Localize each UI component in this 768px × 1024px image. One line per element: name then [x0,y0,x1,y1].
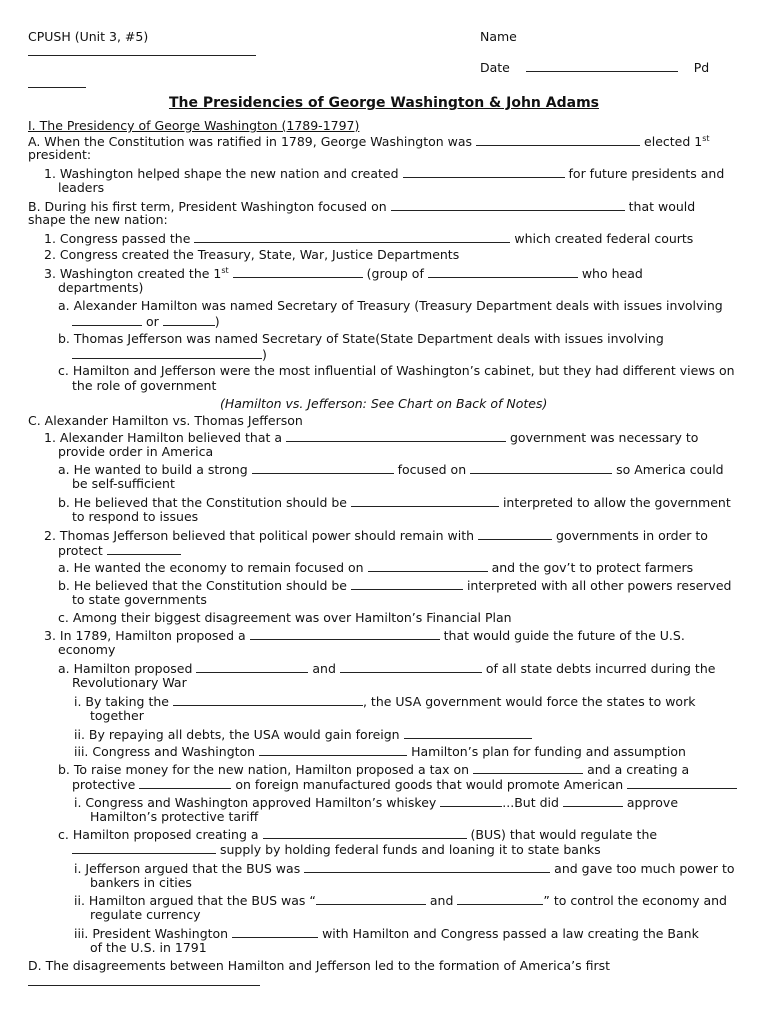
period-label: Pd [693,60,710,75]
item-b3b: b. Thomas Jefferson was named Secretary of State(State Department deals with issues involving [58,331,664,346]
item-c1b: b. He believed that the Constitution should be interpreted to allow the government [58,495,731,510]
item-c1a: a. He wanted to build a strong focused on so America could [58,462,724,477]
item-c3c-i: i. Jefferson argued that the BUS was and gave too much power to [74,861,735,876]
item-c2: 2. Thomas Jefferson believed that political power should remain with governments in order to [44,528,708,543]
course-label: CPUSH (Unit 3, #5) [28,29,149,44]
name-label: Name [480,29,517,44]
item-c3: 3. In 1789, Hamilton proposed a that would guide the future of the U.S. [44,628,685,643]
item-c2-cont: protect [58,543,181,558]
item-b-cont: shape the new nation: [28,212,168,227]
item-c3a-ii: ii. By repaying all debts, the USA would gain foreign [74,727,532,742]
item-c2c: c. Among their biggest disagreement was over Hamilton’s Financial Plan [58,610,512,625]
item-c3c-cont: supply by holding federal funds and loaning it to state banks [72,842,601,857]
item-c2b: b. He believed that the Constitution should be interpreted with all other powers reserved [58,578,732,593]
item-b1: 1. Congress passed the which created federal courts [44,231,694,246]
item-a1-cont: leaders [58,180,105,195]
date-blank[interactable] [526,60,678,72]
item-c3c-i-cont: bankers in cities [90,875,192,890]
item-c1b-cont: to respond to issues [72,509,199,524]
item-c3a-i: i. By taking the , the USA government would force the states to work [74,694,696,709]
item-c3b-cont: protective on foreign manufactured goods that would promote American [72,777,737,792]
item-b3c-cont: the role of government [72,378,217,393]
item-c3b-i-cont: Hamilton’s protective tariff [90,809,259,824]
item-b2: 2. Congress created the Treasury, State, War, Justice Departments [44,247,460,262]
item-a: A. When the Constitution was ratified in 1789, George Washington was elected 1st [28,133,710,149]
date-label: Date [480,60,510,75]
item-b: B. During his first term, President Washington focused on that would [28,199,696,214]
item-a-cont: president: [28,147,92,162]
period-blank[interactable] [28,76,86,91]
item-c3c: c. Hamilton proposed creating a (BUS) that would regulate the [58,827,658,842]
item-c3a-i-cont: together [90,708,144,723]
item-c1a-cont: be self-sufficient [72,476,175,491]
name-blank[interactable] [28,44,256,59]
item-c1: 1. Alexander Hamilton believed that a government was necessary to [44,430,699,445]
chart-note: (Hamilton vs. Jefferson: See Chart on Back of Notes) [220,396,548,411]
item-c3a: a. Hamilton proposed and of all state debts incurred during the [58,661,716,676]
item-b3c: c. Hamilton and Jefferson were the most influential of Washington’s cabinet, but they had different views on [58,363,735,378]
item-d: D. The disagreements between Hamilton and Jefferson led to the formation of America’s first [28,958,611,973]
item-c2a: a. He wanted the economy to remain focused on and the gov’t to protect farmers [58,560,694,575]
item-b3: 3. Washington created the 1st (group of who head [44,265,643,281]
item-c3-cont: economy [58,642,116,657]
item-c3c-ii: ii. Hamilton argued that the BUS was “ and ” to control the economy and [74,893,727,908]
item-c3c-iii: iii. President Washington with Hamilton and Congress passed a law creating the Bank [74,926,699,941]
item-c3b: b. To raise money for the new nation, Hamilton proposed a tax on and a creating a [58,762,690,777]
item-c3c-ii-cont: regulate currency [90,907,201,922]
date-row [480,60,709,75]
page-title: The Presidencies of George Washington & John Adams [168,95,599,111]
item-c3a-iii: iii. Congress and Washington Hamilton’s plan for funding and assumption [74,744,686,759]
item-a1: 1. Washington helped shape the new nation and created for future presidents and [44,166,725,181]
item-b3-cont: departments) [58,280,144,295]
item-b3a-cont: or ) [72,314,220,329]
item-c3a-cont: Revolutionary War [72,675,187,690]
item-c2b-cont: to state governments [72,592,207,607]
section-heading: I. The Presidency of George Washington (1789-1797) [28,118,360,133]
item-c3c-iii-cont: of the U.S. in 1791 [90,940,207,955]
item-c3b-i: i. Congress and Washington approved Hamilton’s whiskey ...But did approve [74,795,679,810]
item-d-blank[interactable] [28,974,260,989]
item-b3a: a. Alexander Hamilton was named Secretary of Treasury (Treasury Department deals with issues involving [58,298,723,313]
item-c: C. Alexander Hamilton vs. Thomas Jefferson [28,413,303,428]
item-c1-cont: provide order in America [58,444,214,459]
item-b3b-cont: ) [72,347,267,362]
